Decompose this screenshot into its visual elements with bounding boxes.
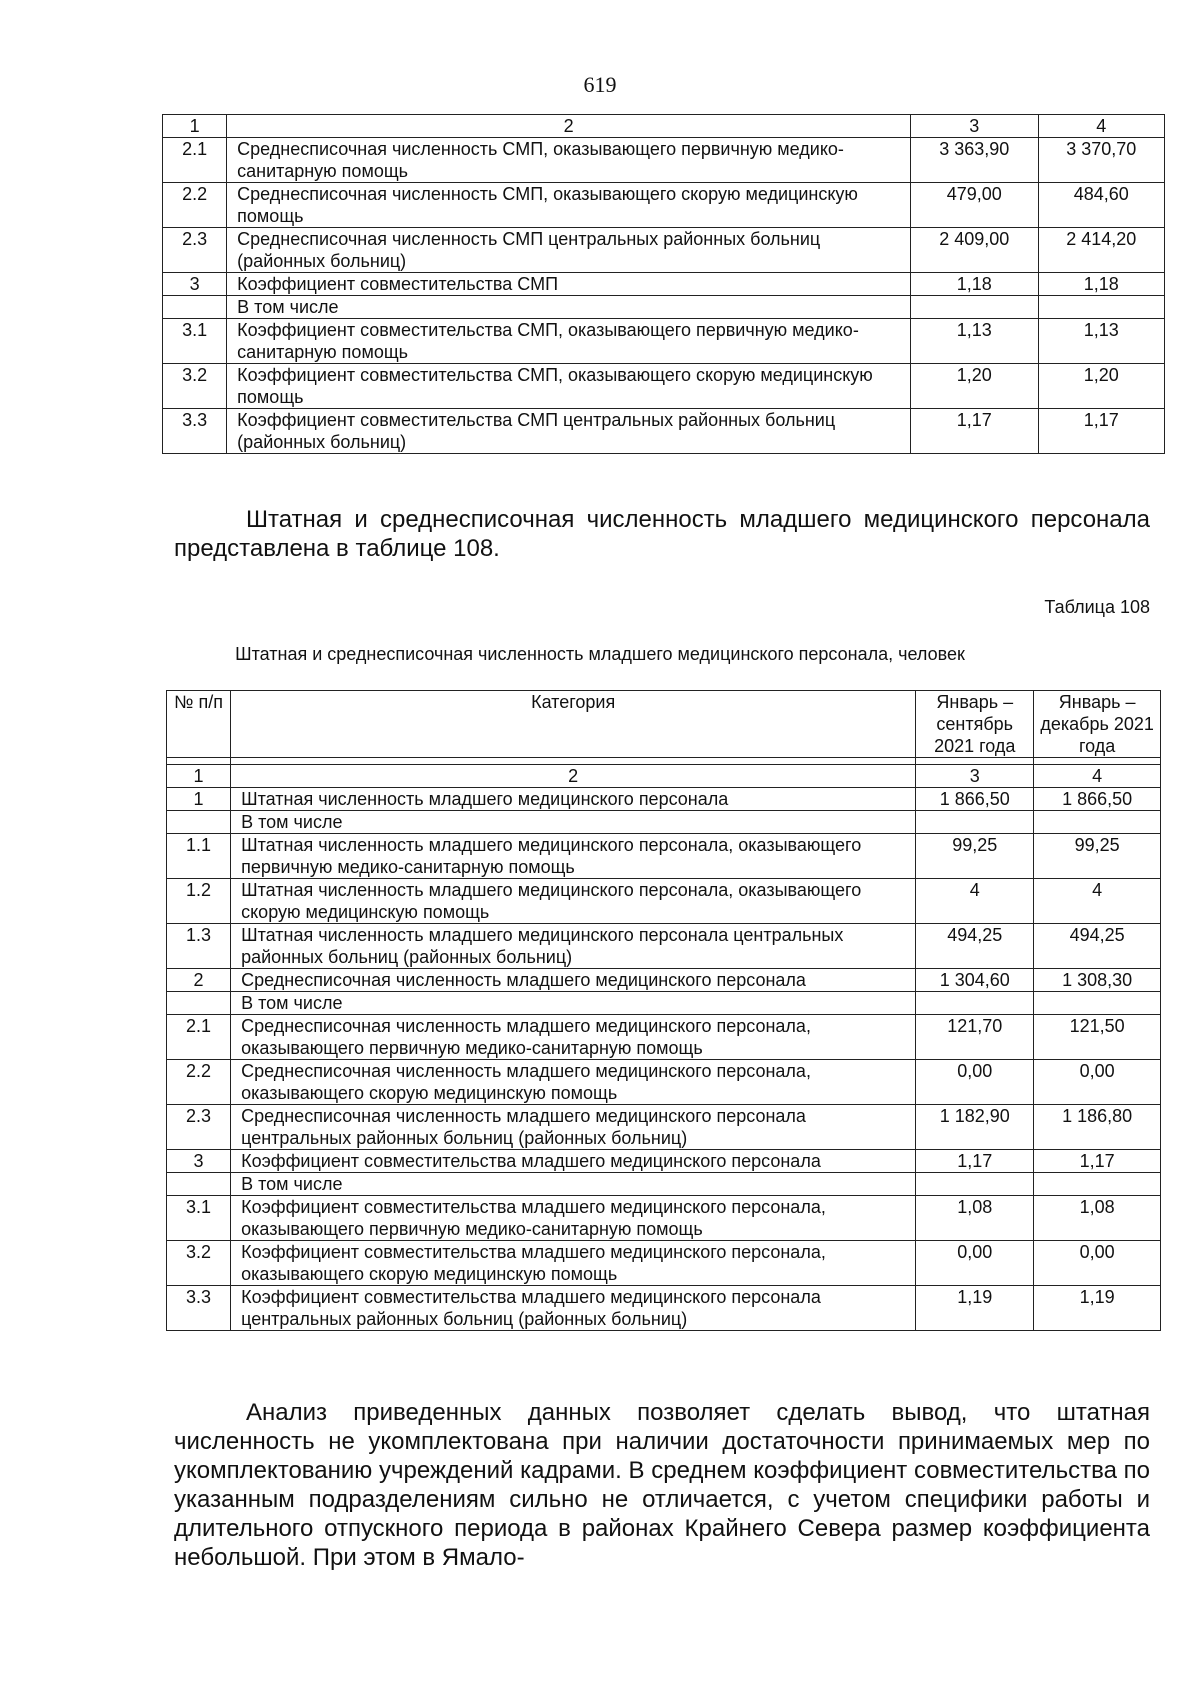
table-row (163, 138, 1165, 183)
row-value-cell: 1 186,80 (1034, 1105, 1161, 1150)
row-category-cell: Штатная численность младшего медицинского персонала, оказывающего первичную медико-санитарную помощь (231, 834, 916, 879)
table-caption: Штатная и среднесписочная численность младшего медицинского персонала, человек (235, 644, 965, 664)
table-label: Таблица 108 (1044, 597, 1150, 617)
table-row (167, 924, 1161, 969)
table-row (163, 364, 1165, 409)
row-number-cell (163, 296, 227, 319)
numbering-cell: 2 (231, 765, 916, 788)
row-value-cell: 121,70 (916, 1015, 1034, 1060)
row-value-cell (916, 1173, 1034, 1196)
paragraph-text: Анализ приведенных данных позволяет сделать вывод, что штатная численность не укомплектована при наличии достаточности принимаемых мер по укомплектованию учреждений кадрами. В среднем коэффициент совместительства по указанным подразделениям сильно не отличается, с учетом специфики работы и длительного отпускного периода в районах Крайнего Севера размер коэффициента небольшой. При этом в Ямало- (174, 1399, 1150, 1571)
row-number-cell: 1.3 (167, 924, 231, 969)
table-row (167, 834, 1161, 879)
page-number: 619 (583, 72, 617, 97)
row-value-cell: 494,25 (916, 924, 1034, 969)
row-number-cell: 3.1 (167, 1196, 231, 1241)
table-row (167, 992, 1161, 1015)
row-value-cell (1034, 811, 1161, 834)
header-gap (167, 758, 1161, 765)
row-value-cell: 121,50 (1034, 1015, 1161, 1060)
row-value-cell: 1 304,60 (916, 969, 1034, 992)
table-row (167, 1150, 1161, 1173)
row-value-cell: 1,17 (916, 1150, 1034, 1173)
row-value-cell (1034, 992, 1161, 1015)
row-number-cell: 2.3 (167, 1105, 231, 1150)
table-row (167, 1015, 1161, 1060)
row-value-cell: 484,60 (1038, 183, 1165, 228)
table-row (167, 811, 1161, 834)
row-category-cell: В том числе (227, 296, 911, 319)
row-category-cell: Коэффициент совместительства СМП, оказывающего первичную медико-санитарную помощь (227, 319, 911, 364)
table-row (167, 1173, 1161, 1196)
table-row (167, 969, 1161, 992)
table-row (167, 1060, 1161, 1105)
row-value-cell: 0,00 (916, 1060, 1034, 1105)
row-number-cell: 3.2 (167, 1241, 231, 1286)
row-value-cell: 1,19 (1034, 1286, 1161, 1331)
row-category-cell: Среднесписочная численность младшего медицинского персонала (231, 969, 916, 992)
row-value-cell: 1,17 (911, 409, 1038, 454)
numbering-cell: 3 (916, 765, 1034, 788)
row-category-cell: В том числе (231, 1173, 916, 1196)
row-value-cell: 1,19 (916, 1286, 1034, 1331)
row-number-cell: 3 (167, 1150, 231, 1173)
header-cell-category: Категория (231, 691, 916, 758)
row-category-cell: Штатная численность младшего медицинского персонала (231, 788, 916, 811)
row-value-cell: 1,18 (911, 273, 1038, 296)
row-value-cell: 99,25 (916, 834, 1034, 879)
table-continuation (162, 114, 1165, 454)
row-category-cell: В том числе (231, 992, 916, 1015)
row-value-cell: 1 308,30 (1034, 969, 1161, 992)
row-value-cell: 1,13 (1038, 319, 1165, 364)
row-category-cell: Коэффициент совместительства СМП центральных районных больниц (районных больниц) (227, 409, 911, 454)
paragraph-intro (174, 505, 1150, 563)
row-value-cell: 479,00 (911, 183, 1038, 228)
row-category-cell: Штатная численность младшего медицинского персонала, оказывающего скорую медицинскую помощь (231, 879, 916, 924)
table-row (167, 1196, 1161, 1241)
table-row (167, 1241, 1161, 1286)
table-row (163, 183, 1165, 228)
row-value-cell: 1,20 (911, 364, 1038, 409)
row-value-cell (1034, 1173, 1161, 1196)
row-value-cell: 1 866,50 (1034, 788, 1161, 811)
row-value-cell: 3 370,70 (1038, 138, 1165, 183)
row-category-cell: Среднесписочная численность СМП центральных районных больниц (районных больниц) (227, 228, 911, 273)
row-category-cell: Среднесписочная численность младшего медицинского персонала центральных районных больниц (районных больниц) (231, 1105, 916, 1150)
row-number-cell (167, 1173, 231, 1196)
row-value-cell: 1 182,90 (916, 1105, 1034, 1150)
row-value-cell: 0,00 (916, 1241, 1034, 1286)
row-number-cell: 2.2 (167, 1060, 231, 1105)
row-number-cell: 3.1 (163, 319, 227, 364)
row-category-cell: Среднесписочная численность младшего медицинского персонала, оказывающего скорую медицинскую помощь (231, 1060, 916, 1105)
row-category-cell: Коэффициент совместительства СМП (227, 273, 911, 296)
row-value-cell: 2 409,00 (911, 228, 1038, 273)
row-number-cell: 2.1 (167, 1015, 231, 1060)
row-value-cell: 3 (911, 115, 1038, 138)
row-category-cell: Коэффициент совместительства младшего медицинского персонала, оказывающего скорую медицинскую помощь (231, 1241, 916, 1286)
row-value-cell (1038, 296, 1165, 319)
row-value-cell: 0,00 (1034, 1060, 1161, 1105)
numbering-cell: 1 (167, 765, 231, 788)
table-row (163, 296, 1165, 319)
table-row (167, 1105, 1161, 1150)
table-row (163, 319, 1165, 364)
row-number-cell: 3.3 (163, 409, 227, 454)
row-value-cell (916, 811, 1034, 834)
numbering-cell: 4 (1034, 765, 1161, 788)
row-number-cell: 2 (167, 969, 231, 992)
row-category-cell: Коэффициент совместительства младшего медицинского персонала (231, 1150, 916, 1173)
row-category-cell: Коэффициент совместительства младшего медицинского персонала, оказывающего первичную медико-санитарную помощь (231, 1196, 916, 1241)
row-value-cell: 1,17 (1034, 1150, 1161, 1173)
row-category-cell: Штатная численность младшего медицинского персонала центральных районных больниц (районных больниц) (231, 924, 916, 969)
row-category-cell: 2 (227, 115, 911, 138)
row-value-cell: 4 (916, 879, 1034, 924)
row-value-cell: 0,00 (1034, 1241, 1161, 1286)
header-cell-number: № п/п (167, 691, 231, 758)
row-category-cell: Среднесписочная численность младшего медицинского персонала, оказывающего первичную медико-санитарную помощь (231, 1015, 916, 1060)
row-number-cell: 3 (163, 273, 227, 296)
row-number-cell (167, 992, 231, 1015)
row-number-cell: 2.2 (163, 183, 227, 228)
row-number-cell: 1 (163, 115, 227, 138)
paragraph-analysis (174, 1398, 1150, 1572)
row-value-cell: 3 363,90 (911, 138, 1038, 183)
row-value-cell: 1,20 (1038, 364, 1165, 409)
row-value-cell: 4 (1038, 115, 1165, 138)
row-value-cell: 2 414,20 (1038, 228, 1165, 273)
row-value-cell: 99,25 (1034, 834, 1161, 879)
paragraph-text: Штатная и среднесписочная численность младшего медицинского персонала представлена в таблице 108. (174, 506, 1150, 562)
row-value-cell: 494,25 (1034, 924, 1161, 969)
table-numbering-row (167, 765, 1161, 788)
row-value-cell: 1,08 (916, 1196, 1034, 1241)
row-value-cell (916, 992, 1034, 1015)
header-cell-jan-dec: Январь – декабрь 2021 года (1034, 691, 1161, 758)
row-value-cell: 1 866,50 (916, 788, 1034, 811)
row-number-cell: 3.2 (163, 364, 227, 409)
table-108 (166, 690, 1161, 1331)
table-header-row (167, 691, 1161, 758)
row-number-cell: 1 (167, 788, 231, 811)
row-number-cell: 1.2 (167, 879, 231, 924)
row-value-cell: 1,17 (1038, 409, 1165, 454)
header-cell-jan-sep: Январь – сентябрь 2021 года (916, 691, 1034, 758)
row-category-cell: Коэффициент совместительства СМП, оказывающего скорую медицинскую помощь (227, 364, 911, 409)
row-category-cell: Среднесписочная численность СМП, оказывающего скорую медицинскую помощь (227, 183, 911, 228)
table-row (167, 1286, 1161, 1331)
row-number-cell (167, 811, 231, 834)
row-value-cell: 4 (1034, 879, 1161, 924)
table-row (167, 879, 1161, 924)
row-number-cell: 1.1 (167, 834, 231, 879)
table-row (163, 409, 1165, 454)
row-value-cell: 1,13 (911, 319, 1038, 364)
table-row (163, 228, 1165, 273)
row-value-cell: 1,08 (1034, 1196, 1161, 1241)
row-category-cell: Коэффициент совместительства младшего медицинского персонала центральных районных больниц (районных больниц) (231, 1286, 916, 1331)
row-category-cell: Среднесписочная численность СМП, оказывающего первичную медико-санитарную помощь (227, 138, 911, 183)
row-category-cell: В том числе (231, 811, 916, 834)
table-row (167, 788, 1161, 811)
row-number-cell: 3.3 (167, 1286, 231, 1331)
row-number-cell: 2.1 (163, 138, 227, 183)
table-row (163, 115, 1165, 138)
table-row (163, 273, 1165, 296)
row-number-cell: 2.3 (163, 228, 227, 273)
row-value-cell (911, 296, 1038, 319)
row-value-cell: 1,18 (1038, 273, 1165, 296)
